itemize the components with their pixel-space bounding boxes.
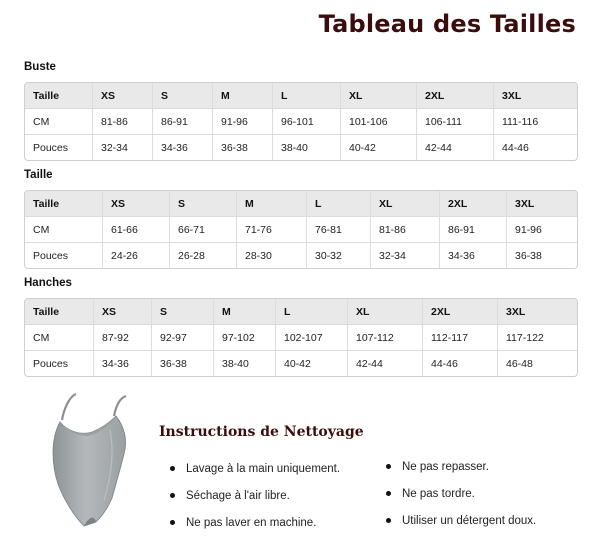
header-cell: XL bbox=[347, 299, 422, 324]
table-cell: 38-40 bbox=[272, 135, 340, 160]
table-header-row bbox=[25, 191, 577, 216]
instructions-title: Instructions de Nettoyage bbox=[159, 424, 364, 440]
page-title: Tableau des Tailles bbox=[318, 10, 576, 38]
list-item bbox=[168, 462, 340, 489]
table-cell: 86-91 bbox=[152, 109, 212, 134]
bodysuit-icon bbox=[40, 390, 140, 540]
table-header-row bbox=[25, 299, 577, 324]
care-list-left bbox=[168, 462, 340, 543]
table-cell: 112-117 bbox=[422, 325, 497, 350]
size-table-taille bbox=[24, 190, 578, 269]
section-label-hanches: Hanches bbox=[24, 277, 72, 289]
table-cell: 24-26 bbox=[102, 243, 169, 268]
list-item bbox=[168, 489, 340, 516]
table-row bbox=[25, 350, 577, 376]
care-instruction: Séchage à l'air libre. bbox=[186, 490, 290, 502]
header-cell: M bbox=[236, 191, 306, 216]
header-cell: 3XL bbox=[493, 83, 575, 108]
header-cell: M bbox=[213, 299, 275, 324]
header-cell: Taille bbox=[33, 197, 60, 210]
bullet-icon bbox=[170, 520, 175, 525]
section-label-taille: Taille bbox=[24, 169, 53, 181]
table-cell: 34-36 bbox=[439, 243, 506, 268]
table-cell: 32-34 bbox=[370, 243, 439, 268]
table-cell: 30-32 bbox=[306, 243, 370, 268]
table-cell: 91-96 bbox=[506, 217, 577, 242]
table-row bbox=[25, 134, 577, 160]
table-row bbox=[25, 324, 577, 350]
header-cell: L bbox=[275, 299, 347, 324]
table-cell: 34-36 bbox=[152, 135, 212, 160]
header-cell: XS bbox=[93, 299, 151, 324]
bullet-icon bbox=[386, 518, 391, 523]
size-table-hanches bbox=[24, 298, 578, 377]
table-cell: Pouces bbox=[33, 141, 69, 154]
table-row bbox=[25, 108, 577, 134]
table-cell: 107-112 bbox=[347, 325, 422, 350]
bullet-icon bbox=[386, 464, 391, 469]
table-header-row bbox=[25, 83, 577, 108]
table-cell: 81-86 bbox=[92, 109, 152, 134]
care-instruction: Utiliser un détergent doux. bbox=[402, 515, 537, 527]
table-cell: 66-71 bbox=[169, 217, 236, 242]
table-cell: 96-101 bbox=[272, 109, 340, 134]
header-cell: XL bbox=[340, 83, 416, 108]
table-cell: 46-48 bbox=[497, 351, 575, 376]
table-row bbox=[25, 216, 577, 242]
table-cell: 28-30 bbox=[236, 243, 306, 268]
header-cell: M bbox=[212, 83, 272, 108]
header-cell: 2XL bbox=[422, 299, 497, 324]
table-cell: 117-122 bbox=[497, 325, 575, 350]
table-cell: CM bbox=[33, 331, 50, 344]
table-cell: 42-44 bbox=[347, 351, 422, 376]
table-cell: 32-34 bbox=[92, 135, 152, 160]
header-cell: Taille bbox=[33, 305, 60, 318]
header-cell: 3XL bbox=[497, 299, 575, 324]
table-cell: 26-28 bbox=[169, 243, 236, 268]
table-cell: 40-42 bbox=[275, 351, 347, 376]
header-cell: XL bbox=[370, 191, 439, 216]
table-cell: 36-38 bbox=[212, 135, 272, 160]
header-cell: S bbox=[152, 83, 212, 108]
list-item bbox=[168, 516, 340, 543]
bullet-icon bbox=[170, 466, 175, 471]
header-cell: XS bbox=[92, 83, 152, 108]
header-cell: S bbox=[169, 191, 236, 216]
table-cell: 87-92 bbox=[93, 325, 151, 350]
size-table-buste bbox=[24, 82, 578, 161]
table-cell: 61-66 bbox=[102, 217, 169, 242]
section-label-buste: Buste bbox=[24, 61, 56, 73]
table-cell: 42-44 bbox=[416, 135, 493, 160]
table-cell: 91-96 bbox=[212, 109, 272, 134]
table-cell: CM bbox=[33, 115, 50, 128]
header-cell: Taille bbox=[33, 89, 60, 102]
bullet-icon bbox=[170, 493, 175, 498]
table-cell: 81-86 bbox=[370, 217, 439, 242]
list-item bbox=[384, 514, 536, 541]
table-cell: Pouces bbox=[33, 357, 69, 370]
table-cell: 44-46 bbox=[422, 351, 497, 376]
header-cell: L bbox=[272, 83, 340, 108]
table-cell: 40-42 bbox=[340, 135, 416, 160]
table-cell: 111-116 bbox=[493, 109, 575, 134]
list-item bbox=[384, 487, 536, 514]
care-list-right bbox=[384, 460, 536, 541]
header-cell: L bbox=[306, 191, 370, 216]
header-cell: S bbox=[151, 299, 213, 324]
list-item bbox=[384, 460, 536, 487]
table-cell: 92-97 bbox=[151, 325, 213, 350]
header-cell: XS bbox=[102, 191, 169, 216]
care-instruction: Lavage à la main uniquement. bbox=[186, 463, 341, 475]
table-cell: 76-81 bbox=[306, 217, 370, 242]
bullet-icon bbox=[386, 491, 391, 496]
header-cell: 2XL bbox=[439, 191, 506, 216]
table-cell: 36-38 bbox=[151, 351, 213, 376]
care-instruction: Ne pas repasser. bbox=[402, 461, 489, 473]
care-instruction: Ne pas laver en machine. bbox=[186, 517, 317, 529]
table-cell: 36-38 bbox=[506, 243, 577, 268]
table-cell: 102-107 bbox=[275, 325, 347, 350]
table-row bbox=[25, 242, 577, 268]
header-cell: 3XL bbox=[506, 191, 577, 216]
care-instruction: Ne pas tordre. bbox=[402, 488, 475, 500]
table-cell: 101-106 bbox=[340, 109, 416, 134]
table-cell: 97-102 bbox=[213, 325, 275, 350]
table-cell: 106-111 bbox=[416, 109, 493, 134]
table-cell: Pouces bbox=[33, 249, 69, 262]
table-cell: 71-76 bbox=[236, 217, 306, 242]
table-cell: 34-36 bbox=[93, 351, 151, 376]
table-cell: CM bbox=[33, 223, 50, 236]
table-cell: 38-40 bbox=[213, 351, 275, 376]
table-cell: 86-91 bbox=[439, 217, 506, 242]
header-cell: 2XL bbox=[416, 83, 493, 108]
table-cell: 44-46 bbox=[493, 135, 575, 160]
